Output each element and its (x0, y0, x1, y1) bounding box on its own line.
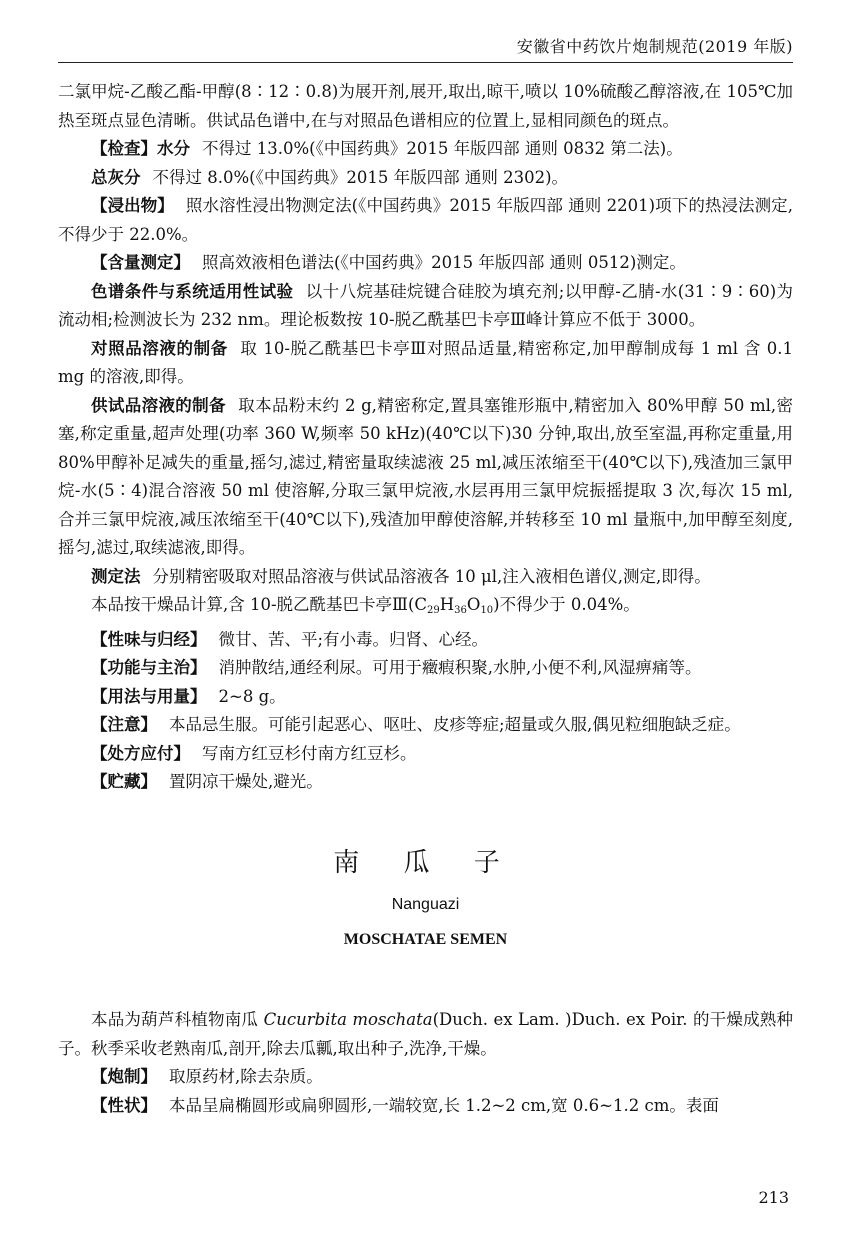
test-text: 取本品粉末约 2 g,精密称定,置具塞锥形瓶中,精密加入 80%甲醇 50 ml,密塞,称定重量,超声处理(功率 360 W,频率 50 kHz)(40℃以下)30 分钟,取出,放至室温,再称定重量,用 80%甲醇补足减失的重量,摇匀,滤过,精密量取续滤液 25 ml,减压浓缩至干(40℃以下),残渣加三氯甲烷-水(5∶4)混合溶液 50 ml 使溶解,分取三氯甲烷液,水层再用三氯甲烷振摇提取 3 次,每次 15 ml,合并三氯甲烷液,减压浓缩至干(40℃以下),残渣加甲醇使溶解,并转移至 10 ml 量瓶中,加甲醇至刻度,摇匀,滤过,取续滤液,即得。 (58, 395, 794, 557)
intro-text-a: 本品为葫芦科植物南瓜 (91, 1010, 264, 1029)
char-label: 【性状】 (91, 1095, 157, 1115)
section-characters (58, 1092, 793, 1121)
section-assay (58, 249, 793, 278)
section-processing (58, 1063, 793, 1092)
assay-text: 照高效液相色谱法(《中国药典》2015 年版四部 通则 0512)测定。 (202, 253, 686, 272)
header-divider (58, 62, 793, 63)
ref-text: 取 10-脱乙酰基巴卡亭Ⅲ对照品适量,精密称定,加甲醇制成每 1 ml 含 0.1 mg 的溶液,即得。 (58, 338, 794, 386)
test-label: 供试品溶液的制备 (91, 395, 226, 415)
rx-text: 写南方红豆杉付南方红豆杉。 (202, 743, 417, 763)
section-extract (58, 192, 793, 249)
check-label: 【检查】 (91, 139, 157, 158)
page-number: 213 (758, 1188, 789, 1207)
section-chromatography (58, 278, 793, 335)
content-text-d: )不得少于 0.04%。 (493, 595, 640, 614)
section-reference-solution (58, 335, 793, 392)
water-label: 水分 (157, 139, 190, 158)
running-header: 安徽省中药饮片炮制规范(2019 年版) (516, 37, 793, 56)
extract-label: 【浸出物】 (91, 196, 174, 215)
section-ash (58, 164, 793, 193)
chrom-text: 以十八烷基硅烷键合硅胶为填充剂;以甲醇-乙腈-水(31∶9∶60)为流动相;检测波长为 232 nm。理论板数按 10-脱乙酰基巴卡亭Ⅲ峰计算应不低于 3000。 (58, 281, 794, 329)
usage-label: 【用法与用量】 (91, 686, 207, 706)
store-label: 【贮藏】 (91, 772, 157, 791)
section-function (58, 654, 793, 683)
content-sub-o: 10 (480, 605, 494, 616)
content-text-b: H (439, 595, 455, 614)
monograph-pinyin: Nanguazi (391, 896, 460, 913)
store-text: 置阴凉干燥处,避光。 (169, 772, 323, 791)
section-method (58, 563, 793, 592)
nature-label: 【性味与归经】 (91, 629, 207, 649)
section-note (58, 711, 793, 740)
note-label: 【注意】 (91, 715, 157, 734)
process-text: 取原药材,除去杂质。 (169, 1067, 323, 1086)
monograph-latin-name: MOSCHATAE SEMEN (343, 930, 508, 948)
intro-species: Cucurbita moschata (263, 1010, 433, 1029)
page-content (58, 78, 793, 1120)
extract-text: 照水溶性浸出物测定法(《中国药典》2015 年版四部 通则 2201)项下的热浸法测定,不得少于 22.0%。 (58, 196, 793, 244)
usage-text: 2~8 g。 (218, 686, 286, 706)
content-text-c: O (466, 595, 481, 614)
nature-text: 微甘、苦、平;有小毒。归肾、心经。 (218, 629, 489, 649)
paragraph-tlc-continued: 二氯甲烷-乙酸乙酯-甲醇(8∶12∶0.8)为展开剂,展开,取出,晾干,喷以 10%硫酸乙醇溶液,在 105℃加热至斑点显色清晰。供试品色谱中,在与对照品色谱相应的位置上,显相同颜色的斑点。 (58, 82, 793, 130)
process-label: 【炮制】 (91, 1067, 157, 1086)
section-usage (58, 683, 793, 712)
section-nature (58, 626, 793, 655)
assay-label: 【含量测定】 (91, 253, 190, 272)
method-text: 分别精密吸取对照品溶液与供试品溶液各 10 μl,注入液相色谱仪,测定,即得。 (152, 566, 711, 586)
rx-label: 【处方应付】 (91, 743, 190, 763)
monograph-title: 南 瓜 子 (333, 847, 518, 878)
section-storage (58, 768, 793, 797)
char-text: 本品呈扁椭圆形或扁卵圆形,一端较宽,长 1.2~2 cm,宽 0.6~1.2 cm。表面 (169, 1095, 719, 1115)
section-test-solution (58, 392, 793, 563)
chrom-label: 色谱条件与系统适用性试验 (91, 281, 294, 301)
func-label: 【功能与主治】 (91, 658, 207, 677)
ash-label: 总灰分 (91, 167, 141, 187)
section-prescription (58, 740, 793, 769)
section-check (58, 135, 793, 164)
water-text: 不得过 13.0%(《中国药典》2015 年版四部 通则 0832 第二法)。 (202, 139, 683, 158)
section-content-limit (58, 591, 793, 626)
content-sub-h: 36 (454, 605, 467, 616)
method-label: 测定法 (91, 566, 141, 586)
intro-text-b: (Duch. ex Lam. )Duch. ex Poir. 的干燥成熟种子。秋季采收老熟南瓜,剖开,除去瓜瓤,取出种子,洗净,干燥。 (58, 1010, 794, 1058)
ref-label: 对照品溶液的制备 (91, 338, 228, 358)
monograph-intro (58, 1006, 793, 1063)
func-text: 消肿散结,通经利尿。可用于癥瘕积聚,水肿,小便不利,风湿痹痛等。 (218, 658, 702, 677)
ash-text: 不得过 8.0%(《中国药典》2015 年版四部 通则 2302)。 (152, 167, 569, 187)
content-text-a: 本品按干燥品计算,含 10-脱乙酰基巴卡亭Ⅲ(C (91, 595, 428, 614)
content-sub-c: 29 (427, 605, 440, 616)
note-text: 本品忌生服。可能引起恶心、呕吐、皮疹等症;超量或久服,偶见粒细胞缺乏症。 (169, 715, 741, 734)
